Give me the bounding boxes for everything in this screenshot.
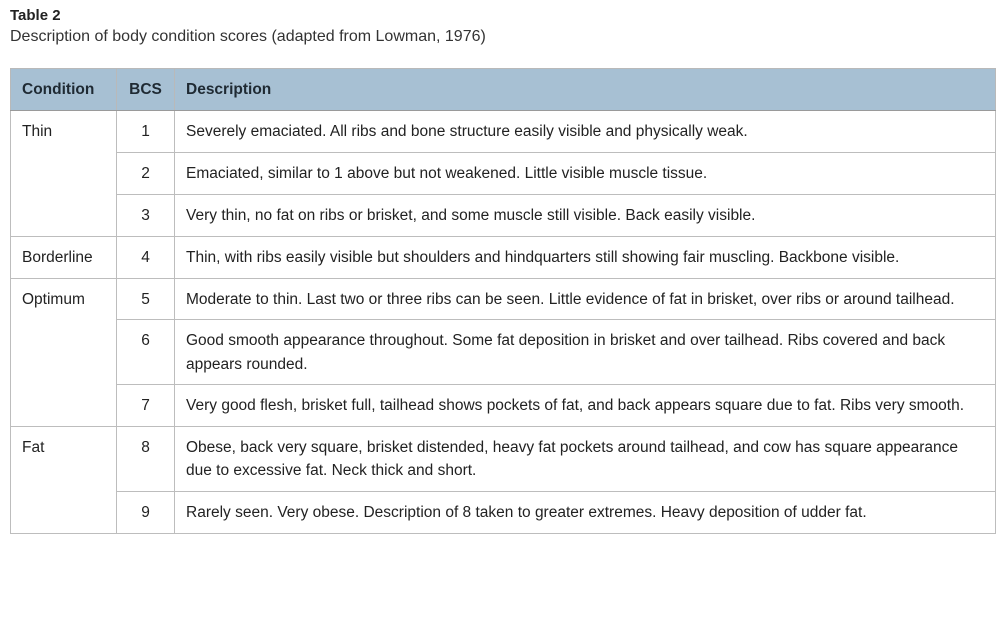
table-row xyxy=(11,111,996,153)
bcs-cell: 7 xyxy=(117,385,175,427)
description-cell: Good smooth appearance throughout. Some fat deposition in brisket and over tailhead. Ribs covered and back appears rounded. xyxy=(175,320,996,385)
description-cell: Rarely seen. Very obese. Description of 8 taken to greater extremes. Heavy deposition of udder fat. xyxy=(175,491,996,533)
table-row xyxy=(11,237,996,279)
table-row xyxy=(11,320,996,385)
bcs-cell: 1 xyxy=(117,111,175,153)
table-row xyxy=(11,153,996,195)
condition-borderline: Borderline xyxy=(11,237,117,279)
table-row xyxy=(11,385,996,427)
condition-optimum: Optimum xyxy=(11,278,117,426)
description-cell: Obese, back very square, brisket distended, heavy fat pockets around tailhead, and cow has square appearance due to excessive fat. Neck thick and short. xyxy=(175,426,996,491)
description-cell: Moderate to thin. Last two or three ribs can be seen. Little evidence of fat in brisket, over ribs or around tailhead. xyxy=(175,278,996,320)
table-label: Table 2 xyxy=(10,7,61,24)
bcs-cell: 8 xyxy=(117,426,175,491)
table-caption xyxy=(10,6,990,48)
table-description: Description of body condition scores (adapted from Lowman, 1976) xyxy=(10,28,486,45)
description-cell: Very thin, no fat on ribs or brisket, and some muscle still visible. Back easily visible. xyxy=(175,195,996,237)
bcs-cell: 9 xyxy=(117,491,175,533)
table-row xyxy=(11,426,996,491)
bcs-cell: 5 xyxy=(117,278,175,320)
table-row xyxy=(11,278,996,320)
description-cell: Very good flesh, brisket full, tailhead shows pockets of fat, and back appears square due to fat. Ribs very smooth. xyxy=(175,385,996,427)
table-row xyxy=(11,491,996,533)
description-cell: Emaciated, similar to 1 above but not weakened. Little visible muscle tissue. xyxy=(175,153,996,195)
body-condition-table xyxy=(10,68,996,534)
bcs-cell: 3 xyxy=(117,195,175,237)
description-cell: Thin, with ribs easily visible but shoulders and hindquarters still showing fair muscling. Backbone visible. xyxy=(175,237,996,279)
table-row xyxy=(11,195,996,237)
bcs-cell: 4 xyxy=(117,237,175,279)
header-condition: Condition xyxy=(11,69,117,111)
condition-thin: Thin xyxy=(11,111,117,237)
bcs-cell: 2 xyxy=(117,153,175,195)
header-description: Description xyxy=(175,69,996,111)
condition-fat: Fat xyxy=(11,426,117,533)
table-header-row xyxy=(11,69,996,111)
bcs-cell: 6 xyxy=(117,320,175,385)
description-cell: Severely emaciated. All ribs and bone structure easily visible and physically weak. xyxy=(175,111,996,153)
header-bcs: BCS xyxy=(117,69,175,111)
